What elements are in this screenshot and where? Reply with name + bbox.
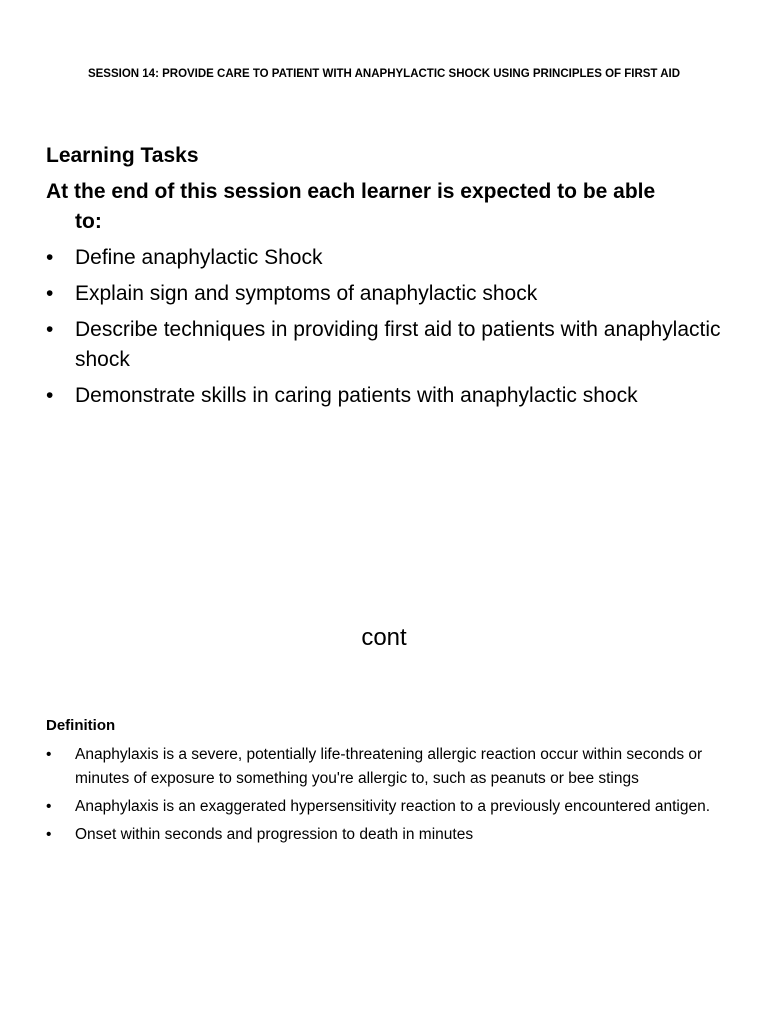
bullet-icon: •: [46, 746, 52, 763]
bullet-icon: •: [46, 384, 54, 407]
list-item: [46, 743, 736, 791]
definition-list: [46, 743, 736, 851]
list-item: [46, 823, 736, 847]
bullet-icon: •: [46, 798, 52, 815]
definition-heading: Definition: [46, 717, 116, 734]
cont-heading: cont: [361, 624, 407, 651]
bullet-icon: •: [46, 318, 54, 341]
learning-tasks-intro-line2: to:: [75, 210, 102, 233]
list-item: [46, 315, 736, 375]
learning-tasks-intro-line1: At the end of this session each learner is expected to be able: [46, 180, 656, 203]
list-item: [46, 279, 736, 309]
learning-tasks-heading: Learning Tasks: [46, 144, 199, 167]
list-item: [46, 243, 736, 273]
session-title: SESSION 14: PROVIDE CARE TO PATIENT WITH ANAPHYLACTIC SHOCK USING PRINCIPLES OF FIRST AID: [87, 68, 681, 80]
list-item: [46, 795, 736, 819]
list-item-text: Demonstrate skills in caring patients with anaphylactic shock: [75, 384, 638, 407]
list-item-text: Anaphylaxis is a severe, potentially life-threatening allergic reaction occur within seconds or minutes of exposure to something you're allergic to, such as peanuts or bee stings: [75, 746, 703, 787]
list-item: [46, 381, 736, 411]
bullet-icon: •: [46, 826, 52, 843]
bullet-icon: •: [46, 246, 54, 269]
list-item-text: Anaphylaxis is an exaggerated hypersensitivity reaction to a previously encountered antigen.: [75, 798, 711, 815]
list-item-text: Explain sign and symptoms of anaphylactic shock: [75, 282, 538, 305]
bullet-icon: •: [46, 282, 54, 305]
learning-tasks-intro: [46, 177, 716, 237]
list-item-text: Onset within seconds and progression to death in minutes: [75, 826, 474, 843]
list-item-text: Define anaphylactic Shock: [75, 246, 323, 269]
learning-tasks-list: [46, 243, 736, 417]
list-item-text: Describe techniques in providing first aid to patients with anaphylactic shock: [75, 318, 721, 371]
